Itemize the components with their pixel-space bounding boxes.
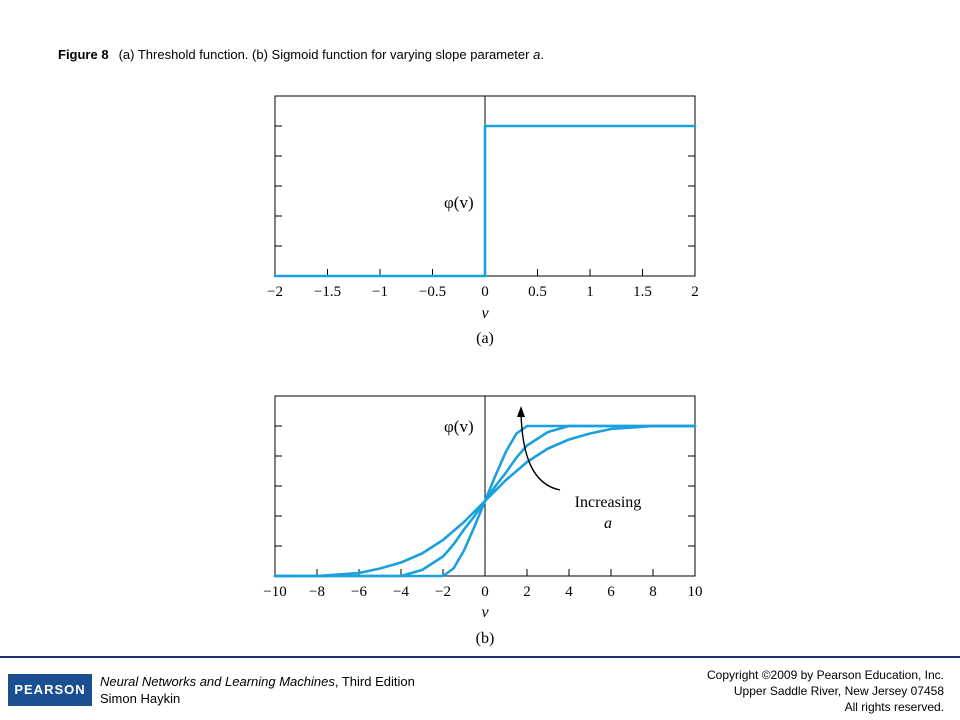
panel-a-xlabel: v	[481, 305, 489, 322]
panel-a-xtick-label: 1.5	[633, 284, 652, 300]
panel-b-xtick-label: 4	[565, 584, 573, 600]
copyright-line-1: Copyright ©2009 by Pearson Education, Inc.	[707, 668, 944, 682]
panel-b-xtick-label: 0	[481, 584, 489, 600]
panel-a-series	[275, 126, 695, 276]
annotation-arrow	[521, 412, 560, 490]
panel-b-xtick-label: 8	[649, 584, 657, 600]
panel-b-xtick-label: 6	[607, 584, 615, 600]
panel-b-xtick-label: −8	[309, 584, 325, 600]
panel-a-xtick-label: −1	[372, 284, 388, 300]
panel-a-ylabel: φ(v)	[444, 193, 474, 212]
caption-text: (a) Threshold function. (b) Sigmoid function for varying slope parameter	[118, 47, 534, 62]
panel-a-ticks	[267, 126, 699, 300]
panel-a-label: (a)	[476, 330, 494, 347]
figure-number: Figure 8	[58, 47, 109, 62]
panel-b-xlabel: v	[481, 604, 489, 621]
panel-b-xtick-label: −10	[263, 584, 287, 600]
panel-b-xtick-label: −6	[351, 584, 367, 600]
pearson-logo: PEARSON	[8, 674, 92, 706]
panel-b-ylabel: φ(v)	[444, 417, 474, 436]
annotation-arrowhead	[517, 406, 525, 417]
panel-b-xtick-label: 2	[523, 584, 531, 600]
panel-b-xtick-label: −4	[393, 584, 409, 600]
copyright-line-2: Upper Saddle River, New Jersey 07458	[733, 684, 944, 698]
book-credit	[100, 673, 415, 707]
panel-b-xtick-label: 10	[687, 584, 703, 600]
copyright-line-3: All rights reserved.	[844, 700, 944, 714]
book-author: Simon Haykin	[100, 691, 181, 706]
caption-param: a	[533, 47, 541, 62]
annotation-param: a	[604, 515, 612, 532]
panel-a-xtick-label: −1.5	[313, 284, 342, 300]
panel-a-xtick-label: −0.5	[418, 284, 447, 300]
book-title: Neural Networks and Learning Machines	[100, 674, 335, 689]
copyright-block	[707, 667, 944, 715]
panel-a-threshold	[267, 96, 699, 347]
panel-b-xtick-label: −2	[435, 584, 451, 600]
panel-b-sigmoid	[263, 396, 702, 647]
book-edition: , Third Edition	[334, 674, 415, 689]
panel-a-xtick-label: −2	[267, 284, 283, 300]
caption-end: .	[540, 47, 544, 62]
panel-a-xtick-label: 2	[691, 284, 699, 300]
panel-a-xtick-label: 0.5	[528, 284, 547, 300]
panel-a-xtick-label: 1	[586, 284, 594, 300]
panel-a-series-line-1	[275, 126, 695, 276]
footer-divider	[0, 656, 960, 658]
panel-b-label: (b)	[475, 630, 495, 647]
annotation-text: Increasing	[574, 494, 642, 511]
panel-a-xtick-label: 0	[481, 284, 489, 300]
